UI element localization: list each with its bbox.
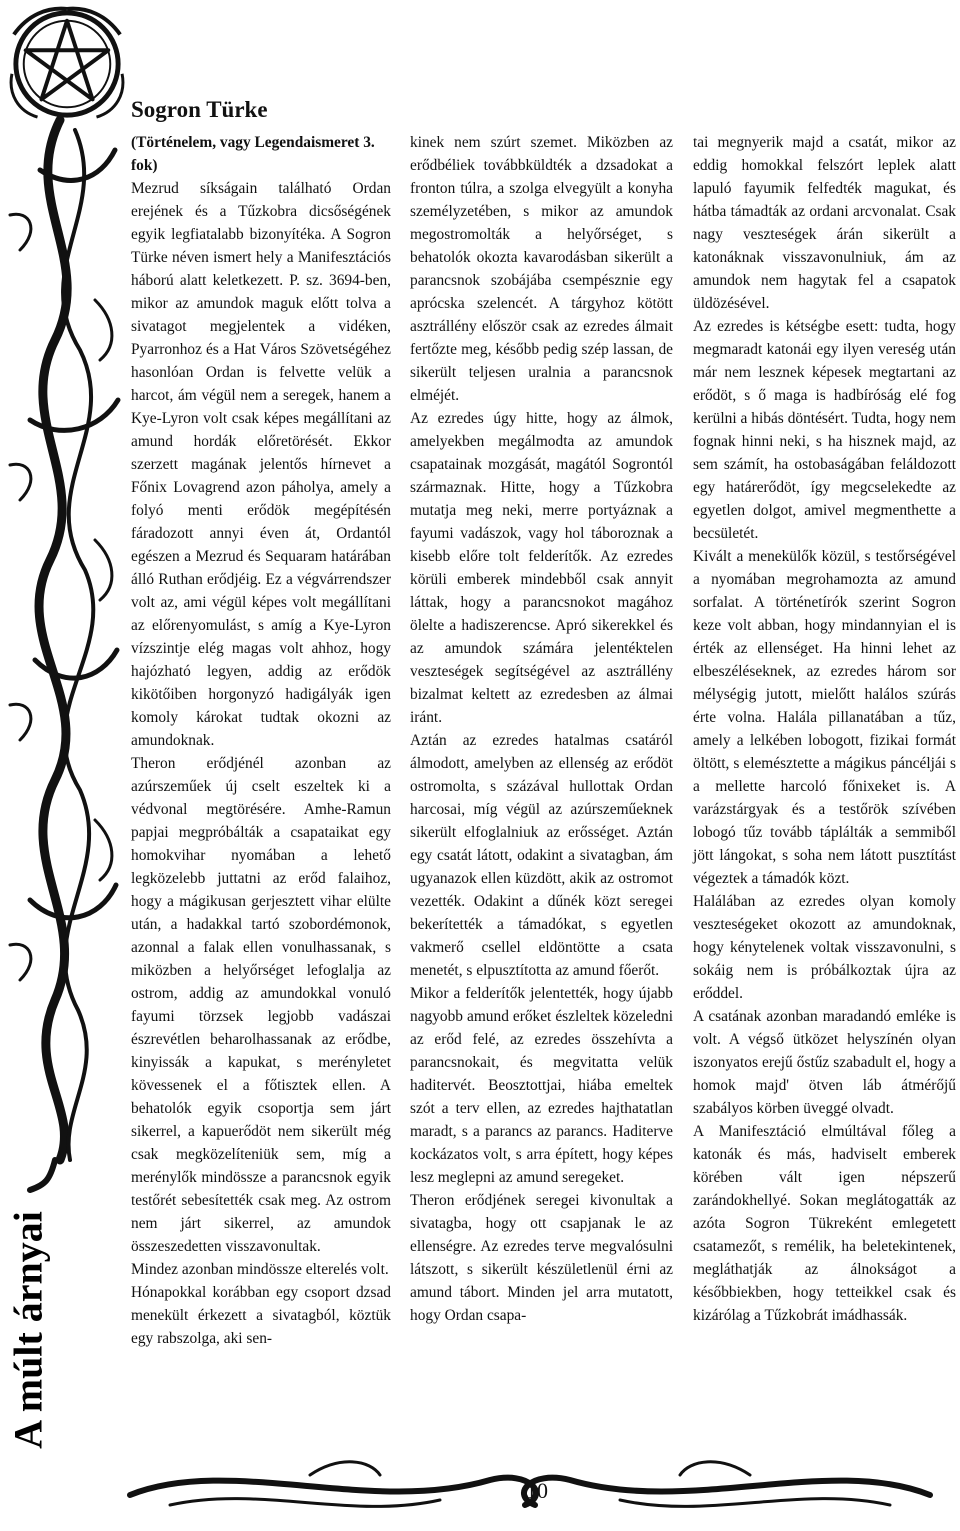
column-1-paragraph: Mezrud síkságain található Ordan erejének és a Tűzkobra dicsőségének egyik legfiatalabb bizonyítéka. A Sogron Türke néven ismert hely a Manifesztációs háború alatt keletkezett. P. sz. 3694-ben, mikor az amundok maguk előtt tolva a sivatagot megjelentek a vidéken, Pyarronhoz és a Hat Város Szövetségéhez hasonlóan Ordan is felvette velük a harcot, ám végül nem a seregek, hanem a Kye-Lyron volt csak képes megállítani az amund hordák előretörését. Ekkor szerzett magának jelentős hírnevet a Főnix Lovagrend azon páholya, amely a folyó menti erődök megépítésén fáradozott annyi éven át, Ordantól egészen a Mezrud és Sequaram határában álló Ruthan erődjéig. Ez a végvárrendszer volt az, ami végül képes volt megállítani az előrenyomulást, s amíg a Kye-Lyron vízszintje elég magas volt ahhoz, hogy hajózható legyen, addig az erődök kikötőiben horgonyzó hadigályák igen komoly károkat tudtak okozni az amundoknak. [131, 180, 391, 749]
column-2-paragraph: Mikor a felderítők jelentették, hogy újabb nagyobb amund erőket észleltek közeledni az erőd felé, az ezredes összehívta a parancsnokait, és megvitatta velük haditervét. Beosztottjai, hiába emeltek szót a terv ellen, az ezredes hajthatatlan maradt, s a parancs az parancs. Haditerve kockázatos volt, s arra épített, hogy képes lesz meglepni az amund seregeket. [410, 985, 673, 1186]
column-3-paragraph: Kivált a menekülők közül, s testőrségével a nyomában megrohamozta az amund sorfalat. A történetírók szerint Sogron keze volt abban, hogy mindannyian el is érték az ellenséget. Ha hinni lehet az elbeszéléseknek, az ezredes három sor mélységig jutott, mielőtt halálos szúrás érte volna. Halála pillanatában a tűz, amely a lelkében lobogott, fizikai formát öltött, s elemésztette a mágikus páncéljái s a mellette harcoló főnixeket is. A varázstárgyak és a testőrök szívében lobogó tűz tovább táplálták a semmiből jött lángokat, s soha nem látott pusztítást végeztek a támadók közt. [693, 548, 956, 887]
column-1-paragraph: Mindez azonban mindössze elterelés volt. [131, 1261, 389, 1278]
column-2-paragraph: Theron erődjének seregei kivonultak a sivatagba, hogy ott csapjanak le az ellenségre. Az ezredes terve megvalósulni látszott, s sikerült készületlenül érni az amund tábort. Minden jel arra mutatott, hogy Ordan csapa- [410, 1192, 673, 1324]
section-title: Sogron Türke [131, 97, 268, 122]
column-1-paragraph: Theron erődjénél azonban az azúrszeműek új cselt eszeltek ki a védvonal megtörésére. Amhe-Ramun papjai megpróbálták a csapataikat egy homokvihar nyomában a lehető legközelebb juttatni az erőd falaihoz, hogy a mágikusan gerjesztett vihar elülte után, a hadakkal tartó szobordémonok, azonnal a falak ellen vonulhassanak, s miközben a helyőrséget lefoglalja az ostrom, addig az amundokkal vonuló fayumi törzsek legjobb vadászai észrevétlen beharolhassanak az erődbe, kinyissák a kapukat, s merényletet kövessenek el a főtisztek ellen. A behatolók egyik csoportja sem járt sikerrel, a kapuerődöt nem sikerült még csak megközelíteniük sem, míg a merénylők mindössze a parancsnok egyik testőrét sebesítették csak meg. Az ostrom nem járt sikerrel, az amundok összeszedetten visszavonultak. [131, 755, 391, 1255]
pentagram-icon [8, 5, 126, 123]
column-1-paragraph: Hónapokkal korábban egy csoport dzsad menekült érkezett a sivatagból, köztük egy rabszolga, aki sen- [131, 1284, 391, 1347]
column-3-paragraph: tai megnyerik majd a csatát, mikor az eddig homokkal felszórt leplek alatt lapuló fayumik felfedték magukat, és hátba támadták az ordani arcvonalat. Csak nagy veszteségek árán sikerült a katonáknak visszavonulniuk, ám az amundok nem hagytak fel a csapatok üldözésével. [693, 134, 956, 312]
column-3-paragraph: Halálában az ezredes olyan komoly veszteségeket okozott az amundoknak, hogy kénytelenek voltak visszavonulni, s sokáig nem is próbálkoztak újra az erőddel. [693, 893, 956, 1002]
column-1-heading: (Történelem, vagy Legendaismeret 3. fok) [131, 134, 375, 174]
column-2-paragraph: kinek nem szúrt szemet. Miközben az erődbéliek továbbküldték a dzsadokat a fronton túlra, a szolga elvegyült a konyha személyzetében, s mikor az amundok megostromolták a helyőrséget, s behatolók okozta kavarodásban sikerült a parancsnok szobájába csempésznie egy aprócska szelencét. A tárgyhoz kötött asztrállény először csak az ezredes álmait fertőzte meg, később pedig szép lassan, de sikerült teljesen uralnia a parancsnok elméjét. [410, 134, 673, 404]
side-title [0, 1180, 56, 1480]
text-column-2 [410, 131, 673, 1327]
column-3-paragraph: A csatának azonban maradandó emléke is volt. A végső ütközet helyszínén olyan iszonyatos erejű őstűz szabadult el, hogy a homok majd' ötven láb átmérőjű szabályos körben üveggé olvadt. [693, 1008, 956, 1117]
text-column-1 [131, 131, 391, 1350]
column-2-paragraph: Az ezredes úgy hitte, hogy az álmok, amelyekben megálmodta az amundok csapatainak mozgását, magától Sogrontól származnak. Hitte, hogy a Tűzkobra mutatja meg neki, merre portyáznak a fayumi vadászok, vagy hol táboroznak a kisebb előre tolt felderítők. Az ezredes körüli emberek mindebből csak annyit láttak, hogy a parancsnokot magához ölelte a hadiszerencse. Apró sikerekkel és az amundok számára jelentéktelen veszteségek segítségével az asztrállény bizalmat keltett az ezredesben az álmai iránt. [410, 410, 673, 726]
text-column-3 [693, 131, 956, 1327]
column-3-paragraph: Az ezredes is kétségbe esett: tudta, hogy megmaradt katonái egy ilyen vereség után már nem lesznek képesek megtartani az erődöt, s ő maga is hadbíróság elé fog kerülni a hibás döntésért. Tudta, hogy nem fognak hinni neki, s ha hisznek majd, az sem számít, ha ostobaságában feláldozott egy határerődöt, így megcselekedte az egyetlen dolgot, amivel megmenthette a becsületét. [693, 318, 956, 542]
side-title-text: A múlt árnyai [5, 1211, 51, 1449]
page-number: 10 [526, 1478, 548, 1503]
column-2-paragraph: Aztán az ezredes hatalmas csatáról álmodott, amelyben az ellenség az erődöt ostromolta, s százával hullottak Ordan harcosai, míg végül az azúrszeműeknek sikerült elfoglalniuk az erősséget. Aztán egy csatát látott, odakint a sivatagban, ám ugyanazok ellen küzdött, akik az ostromot vezették. Odakint a dűnék közt seregei bekerítették a támadókat, s egyetlen vakmerő csellel eldöntötte a csata menetét, s elpusztította az amund főerőt. [410, 732, 673, 979]
column-3-paragraph: A Manifesztáció elmúltával főleg a katonák és más, hadviselt emberek körében vált igen népszerű zarándokhellyé. Sokan meglátogatták az azóta Sogron Tükreként emlegetett csatamezőt, s remélik, ha beletekintenek, megláthatják az álnokságot a későbbiekben, hogy tetteikkel csak és kizárólag a Tűzkobrát imádhassák. [693, 1123, 956, 1324]
